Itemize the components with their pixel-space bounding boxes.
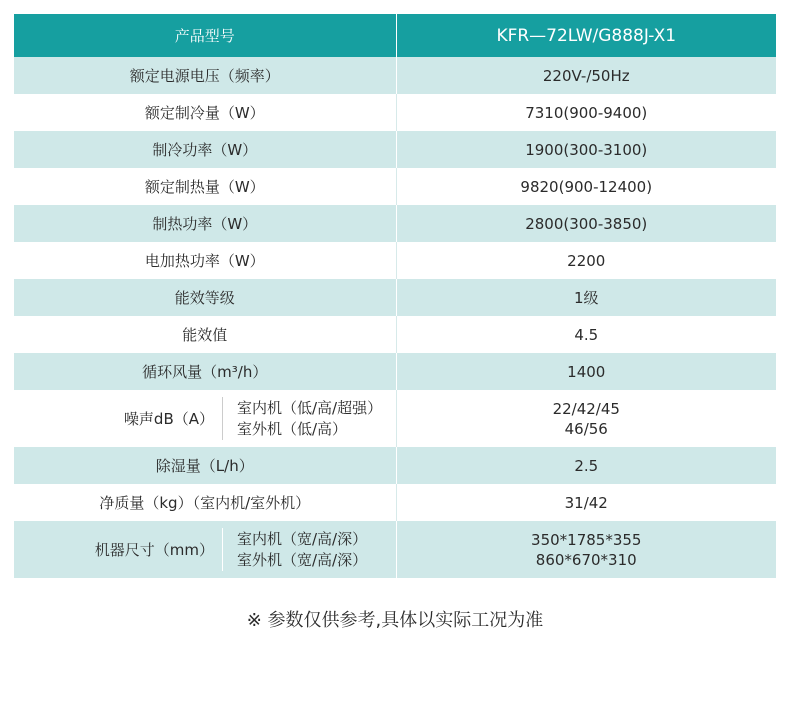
table-header-row	[14, 14, 776, 57]
noise-label: 噪声dB（A）	[123, 409, 214, 428]
row-label: 能效值	[14, 316, 396, 353]
row-value: 9820(900-12400)	[396, 168, 776, 205]
row-value: 1级	[396, 279, 776, 316]
noise-indoor-label: 室内机（低/高/超强）	[237, 398, 383, 417]
table-row	[14, 131, 776, 168]
table-row	[14, 57, 776, 94]
noise-outdoor-value: 46/56	[564, 419, 608, 438]
row-value: 7310(900-9400)	[396, 94, 776, 131]
size-outdoor-label: 室外机（宽/高/深）	[237, 550, 368, 569]
row-label: 额定制热量（W）	[14, 168, 396, 205]
row-label: 电加热功率（W）	[14, 242, 396, 279]
disclaimer-note: ※ 参数仅供参考,具体以实际工况为准	[246, 610, 544, 631]
row-label: 制热功率（W）	[14, 205, 396, 242]
size-row	[14, 521, 776, 578]
row-value: 2200	[396, 242, 776, 279]
row-value: 220V-/50Hz	[396, 57, 776, 94]
table-row	[14, 447, 776, 484]
row-label: 除湿量（L/h）	[14, 447, 396, 484]
row-label: 额定电源电压（频率）	[14, 57, 396, 94]
table-row	[14, 94, 776, 131]
size-indoor-label: 室内机（宽/高/深）	[237, 529, 368, 548]
size-outdoor-value: 860*670*310	[535, 550, 637, 569]
noise-indoor-value: 22/42/45	[552, 399, 620, 418]
spec-table	[14, 14, 776, 578]
table-row	[14, 353, 776, 390]
row-value: 1900(300-3100)	[396, 131, 776, 168]
row-value: 1400	[396, 353, 776, 390]
row-label: 能效等级	[14, 279, 396, 316]
table-row	[14, 279, 776, 316]
row-value: 31/42	[396, 484, 776, 521]
row-value: 4.5	[396, 316, 776, 353]
header-model: KFR—72LW/G888J-X1	[396, 14, 776, 57]
header-label: 产品型号	[14, 14, 396, 57]
row-label: 制冷功率（W）	[14, 131, 396, 168]
table-row	[14, 484, 776, 521]
row-value: 2800(300-3850)	[396, 205, 776, 242]
row-value: 2.5	[396, 447, 776, 484]
table-row	[14, 168, 776, 205]
row-label: 循环风量（m³/h）	[14, 353, 396, 390]
table-row	[14, 316, 776, 353]
size-label: 机器尺寸（mm）	[94, 540, 214, 559]
row-label: 额定制冷量（W）	[14, 94, 396, 131]
noise-outdoor-label: 室外机（低/高）	[237, 419, 348, 438]
row-label: 净质量（kg）（室内机/室外机）	[14, 484, 396, 521]
noise-row	[14, 390, 776, 447]
table-row	[14, 205, 776, 242]
size-indoor-value: 350*1785*355	[531, 530, 642, 549]
table-row	[14, 242, 776, 279]
